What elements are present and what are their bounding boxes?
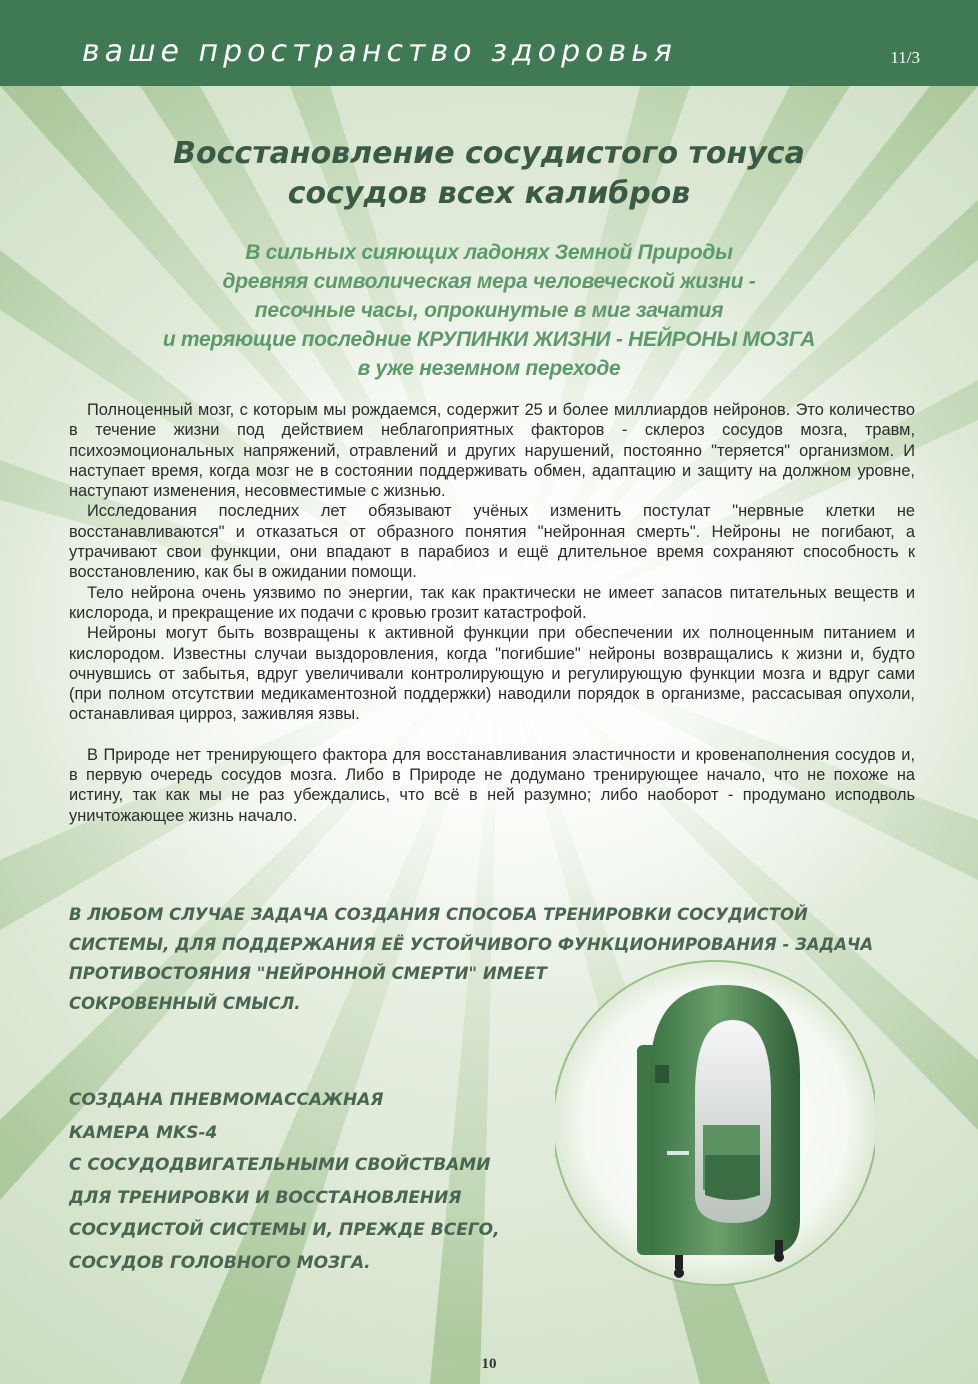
- paragraph: Полноценный мозг, с которым мы рождаемся, содержит 25 и более миллиардов нейронов. Это количество в течение жизни под действием неблагоприятных факторов - склероз сосудов мозга, травм, психоэмоциональных напряжений, отравлений и других нарушений, постоянно "теряется" организмом. И наступает время, когда мозг не в состоянии поддерживать обмен, адаптацию и защиту на должном уровне, наступают изменения, несовместимые с жизнью.: [69, 401, 915, 501]
- callout-line: В ЛЮБОМ СЛУЧАЕ ЗАДАЧА СОЗДАНИЯ СПОСОБА ТРЕНИРОВКИ СОСУДИСТОЙ: [69, 905, 808, 924]
- callout-line: С СОСУДОДВИГАТЕЛЬНЫМИ СВОЙСТВАМИ: [69, 1155, 491, 1175]
- callout-line: КАМЕРА MKS-4: [69, 1122, 218, 1143]
- paragraph: Тело нейрона очень уязвимо по энергии, так как практически не имеет запасов питательных веществ и кислорода, и прекращение их подачи с кровью грозит катастрофой.: [69, 583, 915, 622]
- header-bar: [0, 0, 978, 86]
- callout-line: ДЛЯ ТРЕНИРОВКИ И ВОССТАНОВЛЕНИЯ: [69, 1187, 462, 1208]
- callout-line: СОСУДИСТОЙ СИСТЕМЫ И, ПРЕЖДЕ ВСЕГО,: [69, 1220, 500, 1240]
- header-title: ваше пространство здоровья: [82, 34, 677, 69]
- subtitle: [60, 238, 918, 383]
- callout-line: ПРОТИВОСТОЯНИЯ "НЕЙРОННОЙ СМЕРТИ" ИМЕЕТ: [69, 964, 547, 983]
- page-title: [60, 134, 918, 214]
- callout-line: СОЗДАНА ПНЕВМОМАССАЖНАЯ: [69, 1090, 384, 1110]
- paragraph: Исследования последних лет обязывают учёных изменить постулат "нервные клетки не восстанавливаются" и отказаться от образного понятия "нейронная смерть". Нейроны не погибают, а утрачивают свои функции, они впадают в парабиоз и ещё длительное время сохраняют способность к восстановлению, как бы в ожидании помощи.: [69, 502, 915, 582]
- paragraph: Нейроны могут быть возвращены к активной функции при обеспечении их полноценным питанием и кислородом. Известны случаи выздоровления, когда "погибшие" нейроны возвращались к жизни и, будто очнувшись от забытья, вдруг увеличивали контролирующую и регулирующую функции мозга и вдруг сами (при полном отсутствии медикаментозной поддержки) наводили порядок в организме, рассасывая опухоли, останавливая цирроз, заживляя язвы.: [69, 624, 915, 724]
- callout-line: СОСУДОВ ГОЛОВНОГО МОЗГА.: [69, 1252, 371, 1273]
- pneumomassage-chamber-image: [555, 955, 875, 1295]
- body-text: [69, 400, 915, 826]
- subtitle-line: древняя символическая мера человеческой жизни -: [222, 270, 756, 293]
- callout-line: СИСТЕМЫ, ДЛЯ ПОДДЕРЖАНИЯ ЕЁ УСТОЙЧИВОГО ФУНКЦИОНИРОВАНИЯ - ЗАДАЧА: [69, 934, 874, 954]
- page-number: 10: [481, 1356, 497, 1372]
- page-title-line: Восстановление сосудистого тонуса: [173, 136, 805, 171]
- subtitle-line: В сильных сияющих ладонях Земной Природы: [245, 241, 733, 264]
- subtitle-line: песочные часы, опрокинутые в миг зачатия: [254, 299, 724, 322]
- callout-line: СОКРОВЕННЫЙ СМЫСЛ.: [69, 993, 301, 1013]
- page-title-line: сосудов всех калибров: [287, 176, 691, 211]
- subtitle-line: в уже неземном переходе: [357, 357, 621, 380]
- section-number: 11/3: [890, 48, 920, 67]
- subtitle-line: и теряющие последние КРУПИНКИ ЖИЗНИ - НЕЙРОНЫ МОЗГА: [162, 328, 816, 351]
- device-body: [637, 985, 800, 1278]
- paragraph: В Природе нет тренирующего фактора для восстанавливания эластичности и кровенаполнения сосудов и, в первую очередь сосудов мозга. Либо в Природе не додумано тренирующее начало, что не похоже на истину, так как мы не раз убеждались, что всё в ней разумно; либо наоборот - продумано исподволь уничтожающее жизнь начало.: [69, 745, 915, 825]
